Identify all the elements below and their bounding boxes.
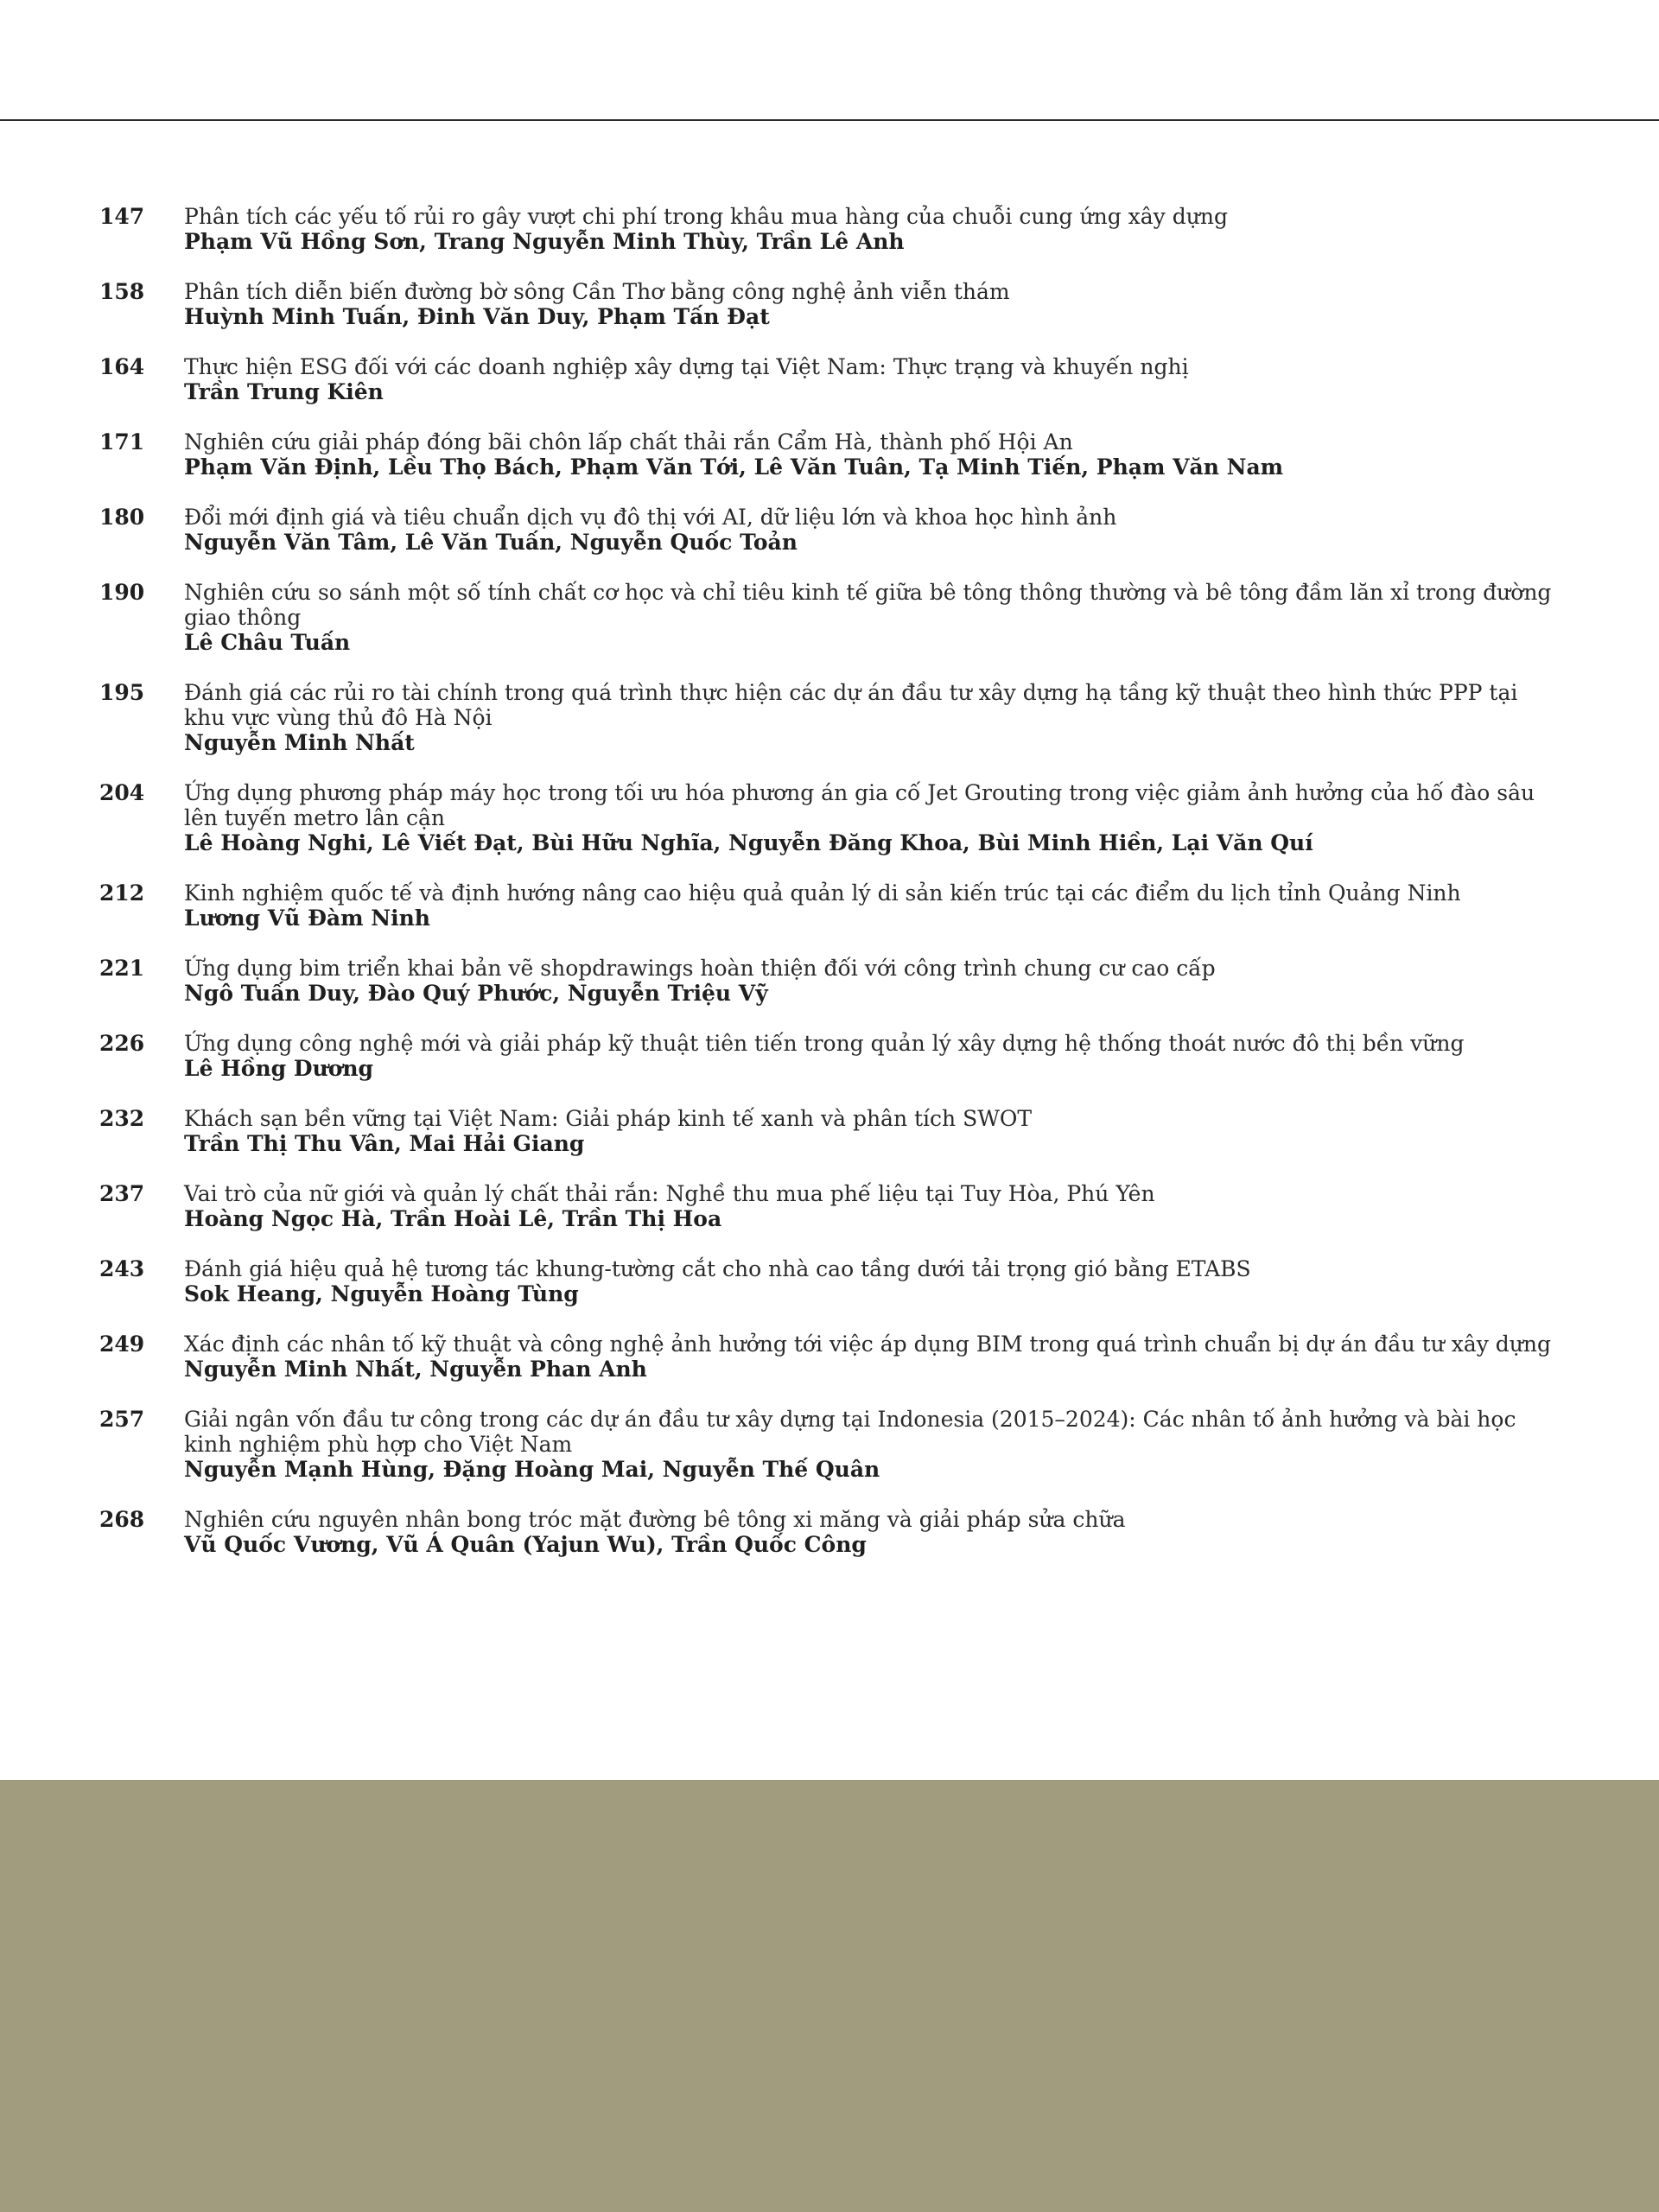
article-authors: Hoàng Ngọc Hà, Trần Hoài Lê, Trần Thị Hoa <box>184 1206 722 1231</box>
page-number: 195 <box>99 680 145 705</box>
entry-body <box>184 279 1560 329</box>
entry-body <box>184 1332 1560 1382</box>
entry-body <box>184 680 1560 755</box>
article-authors: Nguyễn Minh Nhất, Nguyễn Phan Anh <box>184 1357 647 1382</box>
toc-entry <box>99 1256 1560 1306</box>
page-number: 268 <box>99 1507 145 1532</box>
page-number: 158 <box>99 279 145 304</box>
article-title: Phân tích diễn biến đường bờ sông Cần Thơ bằng công nghệ ảnh viễn thám <box>184 279 1010 304</box>
header-rule <box>0 119 1659 121</box>
page-number: 243 <box>99 1256 145 1281</box>
page-number: 164 <box>99 354 145 379</box>
article-authors: Lê Hoàng Nghi, Lê Viết Đạt, Bùi Hữu Nghĩa, Nguyễn Đăng Khoa, Bùi Minh Hiền, Lại Văn Quí <box>184 830 1313 855</box>
article-authors: Ngô Tuấn Duy, Đào Quý Phước, Nguyễn Triệu Vỹ <box>184 981 768 1006</box>
toc-entry <box>99 1332 1560 1382</box>
page-number: 190 <box>99 580 145 605</box>
entry-body <box>184 1181 1560 1231</box>
page-number: 249 <box>99 1332 145 1357</box>
page-number: 212 <box>99 880 145 906</box>
article-authors: Lê Châu Tuấn <box>184 630 351 655</box>
entry-body <box>184 1106 1560 1156</box>
toc-entry <box>99 1181 1560 1231</box>
article-title: Đổi mới định giá và tiêu chuẩn dịch vụ đô thị với AI, dữ liệu lớn và khoa học hình ảnh <box>184 505 1117 530</box>
article-title: Ứng dụng phương pháp máy học trong tối ưu hóa phương án gia cố Jet Grouting trong việc giảm ảnh hưởng của hố đào sâu lên tuyến metro lân cận <box>184 780 1535 830</box>
page-number: 204 <box>99 780 145 805</box>
footer-band <box>0 1780 1659 2212</box>
article-authors: Lương Vũ Đàm Ninh <box>184 906 430 931</box>
article-title: Xác định các nhân tố kỹ thuật và công nghệ ảnh hưởng tới việc áp dụng BIM trong quá trình chuẩn bị dự án đầu tư xây dựng <box>184 1332 1552 1357</box>
toc-entry <box>99 505 1560 555</box>
page-number: 171 <box>99 429 145 454</box>
article-title: Ứng dụng công nghệ mới và giải pháp kỹ thuật tiên tiến trong quản lý xây dựng hệ thống thoát nước đô thị bền vững <box>184 1031 1465 1056</box>
entry-body <box>184 1256 1560 1306</box>
page-number: 237 <box>99 1181 145 1206</box>
article-title: Nghiên cứu giải pháp đóng bãi chôn lấp chất thải rắn Cẩm Hà, thành phố Hội An <box>184 429 1073 454</box>
article-authors: Sok Heang, Nguyễn Hoàng Tùng <box>184 1281 579 1306</box>
article-title: Giải ngân vốn đầu tư công trong các dự án đầu tư xây dựng tại Indonesia (2015–2024): Các nhân tố ảnh hưởng và bài học kinh nghiệm phù hợp cho Việt Nam <box>184 1407 1516 1457</box>
entry-body <box>184 780 1560 855</box>
article-title: Đánh giá các rủi ro tài chính trong quá trình thực hiện các dự án đầu tư xây dựng hạ tầng kỹ thuật theo hình thức PPP tại khu vực vùng thủ đô Hà Nội <box>184 680 1518 730</box>
article-title: Đánh giá hiệu quả hệ tương tác khung-tường cắt cho nhà cao tầng dưới tải trọng gió bằng ETABS <box>184 1256 1251 1281</box>
toc-entry <box>99 429 1560 480</box>
toc-entry <box>99 1407 1560 1482</box>
page-number: 180 <box>99 505 145 530</box>
toc-entry <box>99 780 1560 855</box>
toc-entry <box>99 1031 1560 1081</box>
page-number: 226 <box>99 1031 145 1056</box>
page-number: 147 <box>99 204 145 229</box>
article-title: Nghiên cứu nguyên nhân bong tróc mặt đường bê tông xi măng và giải pháp sửa chữa <box>184 1507 1126 1532</box>
article-title: Nghiên cứu so sánh một số tính chất cơ học và chỉ tiêu kinh tế giữa bê tông thông thường và bê tông đầm lăn xỉ trong đường giao thông <box>184 580 1552 630</box>
toc-entry <box>99 279 1560 329</box>
entry-body <box>184 204 1560 254</box>
toc-entry <box>99 880 1560 931</box>
entry-body <box>184 1407 1560 1482</box>
toc-entry <box>99 580 1560 655</box>
article-authors: Vũ Quốc Vương, Vũ Á Quân (Yajun Wu), Trần Quốc Công <box>184 1532 867 1557</box>
article-authors: Phạm Vũ Hồng Sơn, Trang Nguyễn Minh Thùy, Trần Lê Anh <box>184 229 905 254</box>
entry-body <box>184 1507 1560 1557</box>
entry-body <box>184 880 1560 931</box>
article-title: Thực hiện ESG đối với các doanh nghiệp xây dựng tại Việt Nam: Thực trạng và khuyến nghị <box>184 354 1189 379</box>
page-number: 257 <box>99 1407 145 1432</box>
article-title: Ứng dụng bim triển khai bản vẽ shopdrawings hoàn thiện đối với công trình chung cư cao cấp <box>184 956 1216 981</box>
entry-body <box>184 956 1560 1006</box>
table-of-contents <box>99 204 1560 1582</box>
article-authors: Trần Trung Kiên <box>184 379 384 404</box>
article-authors: Nguyễn Văn Tâm, Lê Văn Tuấn, Nguyễn Quốc Toản <box>184 530 798 555</box>
entry-body <box>184 505 1560 555</box>
toc-entry <box>99 680 1560 755</box>
toc-entry <box>99 204 1560 254</box>
page-number: 221 <box>99 956 145 981</box>
article-authors: Phạm Văn Định, Lều Thọ Bách, Phạm Văn Tới, Lê Văn Tuân, Tạ Minh Tiến, Phạm Văn Nam <box>184 454 1284 480</box>
toc-entry <box>99 1507 1560 1557</box>
article-title: Kinh nghiệm quốc tế và định hướng nâng cao hiệu quả quản lý di sản kiến trúc tại các điểm du lịch tỉnh Quảng Ninh <box>184 880 1461 906</box>
article-authors: Nguyễn Mạnh Hùng, Đặng Hoàng Mai, Nguyễn Thế Quân <box>184 1457 880 1482</box>
page-number: 232 <box>99 1106 145 1131</box>
toc-entry <box>99 956 1560 1006</box>
entry-body <box>184 354 1560 404</box>
article-authors: Huỳnh Minh Tuấn, Đinh Văn Duy, Phạm Tấn Đạt <box>184 304 770 329</box>
article-title: Khách sạn bền vững tại Việt Nam: Giải pháp kinh tế xanh và phân tích SWOT <box>184 1106 1033 1131</box>
toc-entry <box>99 1106 1560 1156</box>
article-authors: Lê Hồng Dương <box>184 1056 374 1081</box>
toc-entry <box>99 354 1560 404</box>
article-authors: Trần Thị Thu Vân, Mai Hải Giang <box>184 1131 585 1156</box>
entry-body <box>184 1031 1560 1081</box>
entry-body <box>184 580 1560 655</box>
entry-body <box>184 429 1560 480</box>
article-authors: Nguyễn Minh Nhất <box>184 730 415 755</box>
article-title: Phân tích các yếu tố rủi ro gây vượt chi phí trong khâu mua hàng của chuỗi cung ứng xây dựng <box>184 204 1228 229</box>
article-title: Vai trò của nữ giới và quản lý chất thải rắn: Nghề thu mua phế liệu tại Tuy Hòa, Phú Yên <box>184 1181 1155 1206</box>
